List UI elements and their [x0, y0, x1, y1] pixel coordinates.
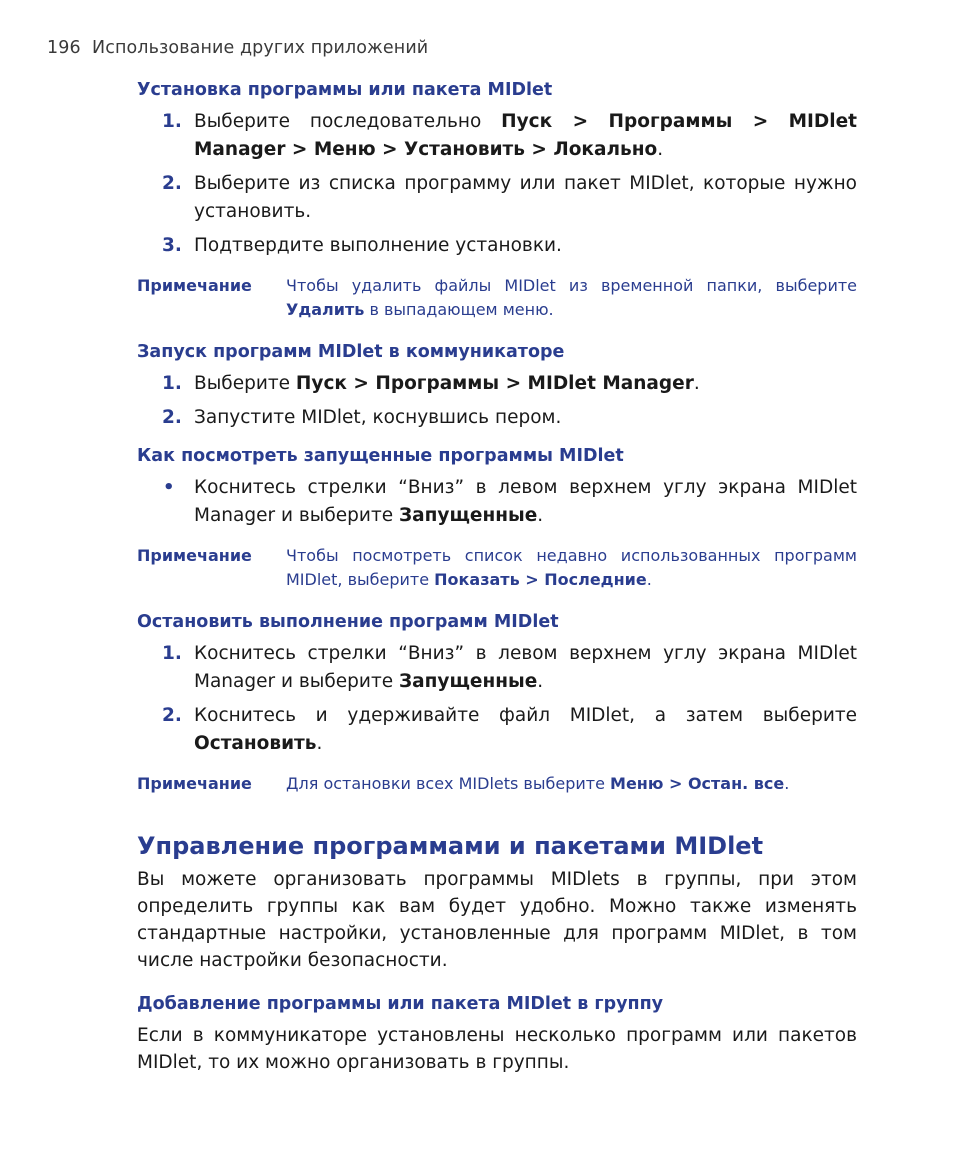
install-note [137, 274, 857, 322]
launch-heading: Запуск программ MIDlet в коммуникаторе [137, 342, 565, 362]
step-text: Подтвердите выполнение установки. [194, 235, 562, 256]
step-number: 2. [162, 705, 182, 726]
note-text: Чтобы посмотреть список недавно использованных программ MIDlet, выберите Показать > Последние. [286, 546, 857, 589]
section-title: Управление программами и пакетами MIDlet [137, 832, 764, 860]
page-number: 196 [47, 38, 81, 58]
item-text: Коснитесь стрелки “Вниз” в левом верхнем углу экрана MIDlet Manager и выберите Запущенные. [194, 477, 857, 526]
list-item [137, 108, 857, 164]
page-content [137, 78, 857, 1094]
running-header [47, 38, 428, 58]
step-number: 3. [162, 235, 182, 256]
list-item [137, 170, 857, 226]
add-to-group-heading: Добавление программы или пакета MIDlet в группу [137, 994, 664, 1014]
step-number: 1. [162, 643, 182, 664]
stop-steps [137, 640, 857, 758]
list-item [137, 232, 857, 260]
note-label: Примечание [137, 774, 252, 793]
note-text: Для остановки всех MIDlets выберите Меню > Остан. все. [286, 774, 790, 793]
menu-path: Пуск > Программы > MIDlet Manager > Меню > Установить > Локально [194, 111, 857, 160]
step-number: 2. [162, 173, 182, 194]
chapter-title: Использование других приложений [92, 38, 429, 58]
bullet-icon: • [163, 477, 175, 498]
view-running-note [137, 544, 857, 592]
list-item [137, 474, 857, 530]
list-item [137, 640, 857, 696]
view-running-list [137, 474, 857, 530]
note-label: Примечание [137, 276, 252, 295]
install-steps [137, 108, 857, 260]
step-text: Запустите MIDlet, коснувшись пером. [194, 407, 562, 428]
step-text: Выберите последовательно Пуск > Программы > MIDlet Manager > Меню > Установить > Локально. [194, 111, 857, 160]
step-number: 2. [162, 407, 182, 428]
note-text: Чтобы удалить файлы MIDlet из временной папки, выберите Удалить в выпадающем меню. [286, 276, 857, 319]
step-text: Коснитесь стрелки “Вниз” в левом верхнем углу экрана MIDlet Manager и выберите Запущенные. [194, 643, 857, 692]
stop-heading: Остановить выполнение программ MIDlet [137, 612, 559, 632]
list-item [137, 702, 857, 758]
step-number: 1. [162, 373, 182, 394]
step-text: Выберите из списка программу или пакет MIDlet, которые нужно установить. [194, 173, 857, 222]
step-number: 1. [162, 111, 182, 132]
intro-paragraph: Вы можете организовать программы MIDlets в группы, при этом определить группы как вам будет удобно. Можно также изменять стандартные настройки, установленные для программ MIDlet, в том числе настройки безопасности. [137, 869, 857, 971]
stop-note [137, 772, 857, 796]
list-item [137, 404, 857, 432]
install-heading: Установка программы или пакета MIDlet [137, 80, 553, 100]
view-running-heading: Как посмотреть запущенные программы MIDlet [137, 446, 624, 466]
note-label: Примечание [137, 546, 252, 565]
launch-steps [137, 370, 857, 432]
add-to-group-paragraph: Если в коммуникаторе установлены несколько программ или пакетов MIDlet, то их можно организовать в группы. [137, 1025, 857, 1073]
list-item [137, 370, 857, 398]
step-text: Выберите Пуск > Программы > MIDlet Manager. [194, 373, 700, 394]
step-text: Коснитесь и удерживайте файл MIDlet, а затем выберите Остановить. [194, 705, 857, 754]
menu-path: Пуск > Программы > MIDlet Manager [295, 373, 694, 394]
